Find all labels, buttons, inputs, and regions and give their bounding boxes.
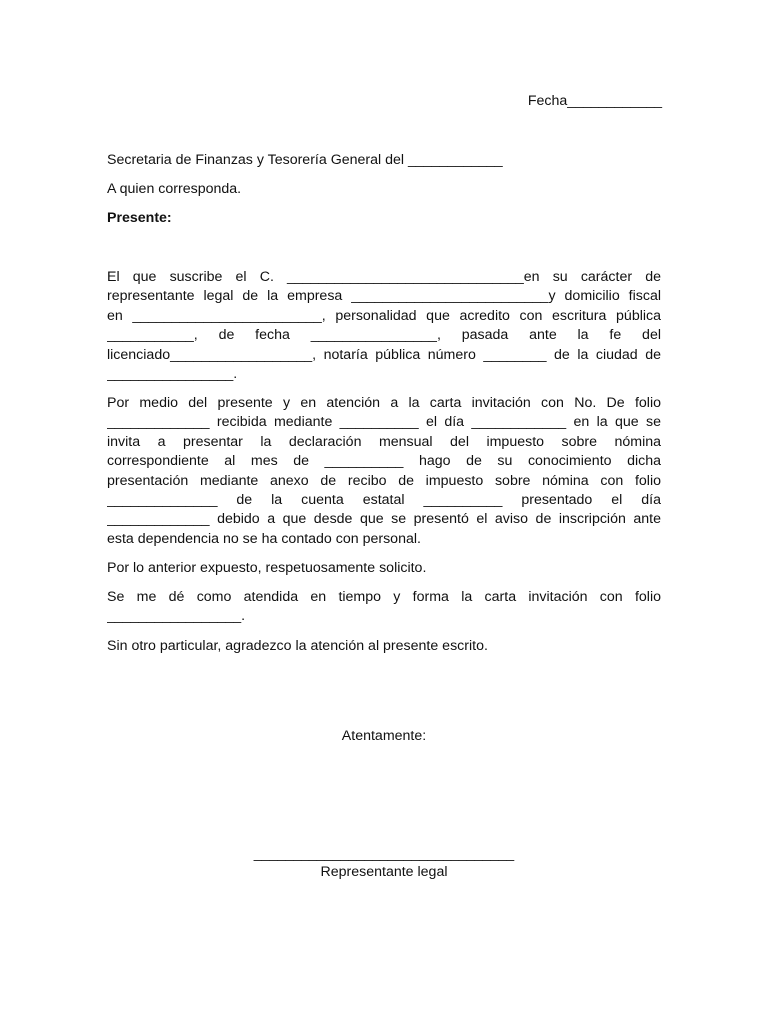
paragraph-request-details (107, 394, 661, 549)
paragraph-line: Por medio del presente y en atención a la carta invitación con No. De folio (107, 395, 661, 411)
paragraph-line: _____________ debido a que desde que se presentó el aviso de inscripción ante (107, 511, 661, 528)
paragraph-line: _________________. (107, 608, 246, 625)
paragraph-line: _____________ recibida mediante __________ el día ____________ en la que se (107, 414, 661, 431)
closing-line: Atentamente: (341, 728, 427, 744)
paragraph-line: esta dependencia no se ha contado con personal. (107, 530, 421, 547)
date-line: Fecha____________ (527, 93, 662, 109)
paragraph-line: correspondiente al mes de __________ hago de su conocimiento dicha (107, 453, 661, 470)
paragraph-line: ___________, de fecha ________________, pasada ante la fe del (107, 327, 661, 344)
paragraph-line: ________________. (107, 365, 238, 382)
signature-line: _________________________________ (253, 846, 515, 862)
recipient-line: Secretaria de Finanzas y Tesorería General del ____________ (107, 152, 503, 168)
signature-label: Representante legal (320, 864, 448, 880)
paragraph-line: Se me dé como atendida en tiempo y forma la carta invitación con folio (107, 589, 661, 605)
paragraph-line: en ________________________, personalidad que acredito con escritura pública (107, 307, 661, 324)
paragraph-petition (107, 588, 661, 627)
paragraph-line: invita a presentar la declaración mensual del impuesto sobre nómina (107, 433, 661, 450)
paragraph-line: ______________ de la cuenta estatal __________ presentado el día (107, 491, 661, 508)
paragraph-request: Por lo anterior expuesto, respetuosamente solicito. (107, 560, 427, 576)
salutation-line: Presente: (107, 210, 172, 226)
paragraph-line: El que suscribe el C. ______________________________en su carácter de (107, 269, 661, 285)
greeting-line: A quien corresponda. (107, 181, 242, 197)
paragraph-line: presentación mediante anexo de recibo de impuesto sobre nómina con folio (107, 472, 661, 489)
paragraph-identity (107, 268, 661, 384)
paragraph-line: licenciado__________________, notaría pública número ________ de la ciudad de (107, 346, 661, 363)
paragraph-thanks: Sin otro particular, agradezco la atención al presente escrito. (107, 638, 488, 654)
paragraph-line: representante legal de la empresa _________________________y domicilio fiscal (107, 288, 661, 305)
